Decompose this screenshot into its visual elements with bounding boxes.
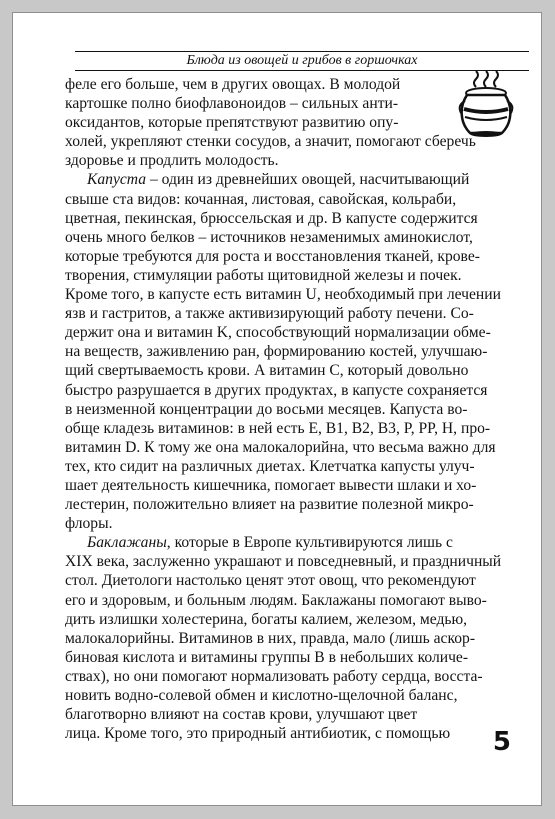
- text-line: новить водно-солевой обмен и кислотно-щелочной баланс,: [65, 687, 458, 704]
- body-text: [65, 75, 517, 743]
- text-line: феле его больше, чем в других овощах. В молодой: [65, 76, 401, 93]
- running-head: Блюда из овощей и грибов в горшочках: [186, 53, 418, 68]
- text-line: оксидантов, которые препятствуют развитию опу-: [65, 114, 399, 132]
- term-cabbage: Капуста: [87, 171, 147, 189]
- text-line: биновая кислота и витамины группы B в небольших количе-: [65, 648, 469, 666]
- paragraph-potato-continued: [65, 75, 517, 170]
- text-line: здоровье и продлить молодость.: [65, 152, 279, 170]
- text-line: в неизменной концентрации до восьми месяцев. Капуста во-: [65, 400, 468, 418]
- text-line: язв и гастритов, а также активизирующий работу печени. Со-: [65, 305, 474, 323]
- text-line: свыше ста видов: кочанная, листовая, савойская, кольраби,: [65, 190, 457, 208]
- text-line: держит она и витамин K, способствующий нормализации обме-: [65, 324, 491, 342]
- text-fragment: , которые в Европе культивируются лишь с: [166, 534, 453, 552]
- text-line: флоры.: [65, 515, 113, 533]
- text-line: цветная, пекинская, брюссельская и др. В капусте содержится: [65, 209, 478, 227]
- text-line: картошке полно биофлавоноидов – сильных анти-: [65, 95, 399, 113]
- text-line: очень много белков – источников незаменимых аминокислот,: [65, 228, 473, 246]
- text-line: лестерин, положительно влияет на развитие полезной микро-: [65, 496, 474, 514]
- text-line: которые требуются для роста и восстановления тканей, крове-: [65, 247, 480, 265]
- text-line: лица. Кроме того, это природный антибиотик, с помощью: [65, 725, 451, 743]
- text-line: XIX века, заслуженно украшают и повседневный, и праздничный: [65, 553, 502, 571]
- text-line: дить излишки холестерина, богаты калием, железом, медью,: [65, 610, 468, 628]
- text-line: на веществ, заживлению ран, формированию костей, улучшаю-: [65, 343, 488, 361]
- text-line: ствах), но они помогают нормализовать работу сердца, восста-: [65, 667, 483, 685]
- book-page: [12, 12, 542, 806]
- text-line: щий свертываемость крови. А витамин C, который довольно: [65, 362, 469, 380]
- text-line: малокалорийны. Витаминов в них, правда, мало (лишь аскор-: [65, 629, 476, 647]
- text-line: холей, укрепляют стенки сосудов, а значит, помогают сберечь: [65, 133, 476, 151]
- page-number: 5: [492, 727, 511, 757]
- text-line: [65, 170, 517, 189]
- text-line: [65, 533, 517, 552]
- text-line: обще кладезь витаминов: в ней есть E, B1, B2, B3, P, PP, H, про-: [65, 419, 491, 437]
- text-line: стол. Диетологи настолько ценят этот овощ, что рекомендуют: [65, 572, 476, 590]
- paragraph-cabbage: [65, 170, 517, 533]
- text-line: благотворно влияют на состав крови, улучшают цвет: [65, 706, 418, 724]
- text-fragment: – один из древнейших овощей, насчитывающий: [146, 171, 470, 189]
- text-line: Кроме того, в капусте есть витамин U, необходимый при лечении: [65, 286, 501, 304]
- text-line: творения, стимуляции работы щитовидной железы и почек.: [65, 266, 462, 284]
- text-line: его и здоровым, и больным людям. Баклажаны помогают выво-: [65, 591, 487, 609]
- text-line: тех, кто сидит на различных диетах. Клетчатка капусты улуч-: [65, 457, 475, 475]
- term-eggplant: Баклажаны: [87, 534, 167, 552]
- text-line: витамин D. К тому же она малокалорийна, что весьма важно для: [65, 438, 496, 456]
- paragraph-eggplant: [65, 533, 517, 743]
- text-line: шает деятельность кишечника, помогает вывести шлаки и хо-: [65, 476, 477, 494]
- text-line: быстро разрушается в других продуктах, в капусте сохраняется: [65, 381, 488, 399]
